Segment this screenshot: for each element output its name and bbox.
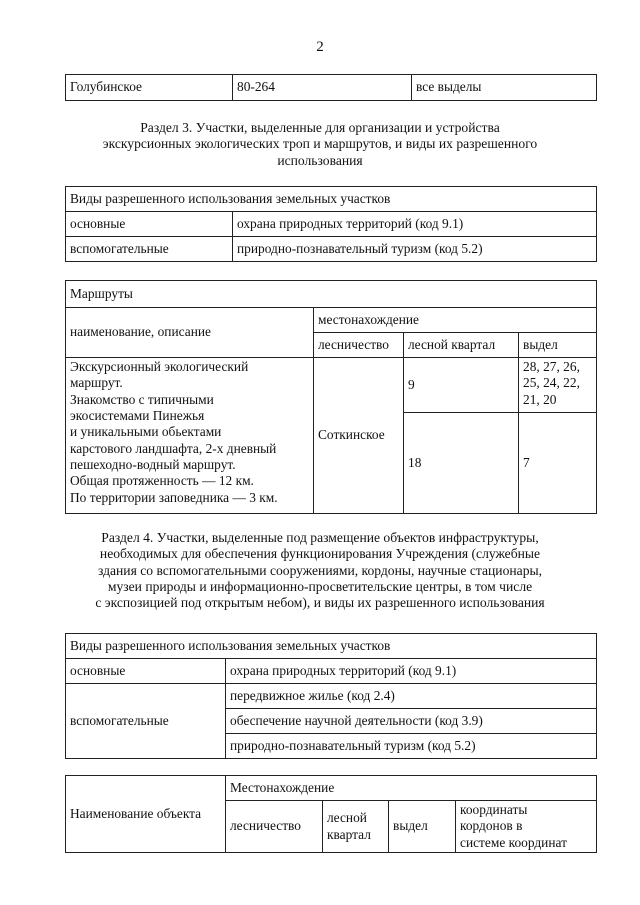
route-plots — [519, 358, 597, 413]
routes-col-plot: выдел — [519, 333, 597, 358]
top-row-plots: все выделы — [412, 75, 597, 101]
section4-heading-line: с экспозицией под открытым небом), и виды их разрешенного использования — [95, 595, 545, 611]
objects-col-quarter-line: лесной — [327, 810, 367, 826]
usage-aux-value: обеспечение научной деятельности (код 3.9) — [226, 709, 597, 734]
usage-main-value: охрана природных территорий (код 9.1) — [226, 659, 597, 684]
usage-table-header: Виды разрешенного использования земельных участков — [66, 187, 597, 212]
route-description-line: Знакомство с типичными — [70, 391, 214, 407]
route-plots-line: 21, 20 — [523, 391, 557, 407]
objects-col-plot: выдел — [389, 801, 456, 853]
objects-col-quarter — [323, 801, 389, 853]
routes-col-quarter: лесной квартал — [404, 333, 519, 358]
objects-col-forestry: лесничество — [226, 801, 323, 853]
top-row-forestry: Голубинское — [66, 75, 233, 101]
objects-col-name: Наименование объекта — [66, 776, 226, 853]
routes-col-name: наименование, описание — [66, 308, 314, 358]
objects-col-coords-line: координаты — [460, 802, 528, 817]
route-quarter: 18 — [404, 413, 519, 514]
route-plots-line: 28, 27, 26, — [523, 359, 580, 374]
usage-main-label: основные — [66, 212, 233, 237]
route-description-line: Общая протяженность — 12 км. — [70, 473, 254, 489]
section3-heading-line: экскурсионных экологических троп и маршрутов, и виды их разрешенного — [102, 136, 538, 152]
objects-col-coords-line: кордонов в — [460, 818, 523, 834]
usage-aux-value: природно-познавательный туризм (код 5.2) — [233, 237, 597, 262]
route-description-line: Экскурсионный экологический — [70, 359, 249, 374]
usage-main-label: основные — [66, 659, 226, 684]
section3-heading-line: Раздел 3. Участки, выделенные для организации и устройства — [140, 120, 500, 135]
route-description-line: маршрут. — [70, 375, 123, 391]
objects-col-location: Местонахождение — [226, 776, 597, 801]
routes-col-location: местонахождение — [314, 308, 597, 333]
objects-table — [65, 775, 597, 853]
top-row-table — [65, 74, 597, 101]
usage-aux-label: вспомогательные — [66, 237, 233, 262]
usage-aux-value: передвижное жилье (код 2.4) — [226, 684, 597, 709]
section4-heading — [0, 530, 640, 612]
section3-heading-line: использования — [277, 152, 363, 168]
usage-aux-label: вспомогательные — [66, 684, 226, 759]
objects-col-quarter-line: квартал — [327, 826, 371, 842]
route-description — [66, 358, 314, 514]
route-description-line: По территории заповедника — 3 км. — [70, 489, 278, 505]
section4-heading-line: музеи природы и информационно-просветительские центры, в том числе — [107, 578, 533, 594]
section4-heading-line: Раздел 4. Участки, выделенные под размещение объектов инфраструктуры, — [101, 530, 539, 545]
usage-main-value: охрана природных территорий (код 9.1) — [233, 212, 597, 237]
route-plots-line: 25, 24, 22, — [523, 375, 580, 391]
route-description-line: и уникальными обьектами — [70, 424, 222, 440]
routes-table — [65, 280, 597, 514]
usage-aux-value: природно-познавательный туризм (код 5.2) — [226, 734, 597, 759]
route-forestry: Соткинское — [314, 358, 404, 514]
route-description-line: карстового ландшафта, 2-х дневный — [70, 440, 277, 456]
objects-col-coords-line: системе координат — [460, 834, 567, 850]
route-plots: 7 — [519, 413, 597, 514]
routes-col-forestry: лесничество — [314, 333, 404, 358]
section3-heading — [0, 120, 640, 169]
route-description-line: экосистемами Пинежья — [70, 408, 205, 424]
route-description-line: пешеходно-водный маршрут. — [70, 457, 236, 473]
routes-title: Маршруты — [66, 281, 597, 308]
objects-col-coords — [456, 801, 597, 853]
usage-table-header: Виды разрешенного использования земельных участков — [66, 634, 597, 659]
section4-usage-table — [65, 633, 597, 759]
page-number: 2 — [316, 39, 324, 55]
section4-heading-line: необходимых для обеспечения функционирования Учреждения (служебные — [99, 546, 541, 562]
section4-heading-line: здания со вспомогательными сооружениями, кордоны, научные стационары, — [97, 562, 543, 578]
top-row-quarters: 80-264 — [233, 75, 412, 101]
section3-usage-table — [65, 186, 597, 262]
route-quarter: 9 — [404, 358, 519, 413]
